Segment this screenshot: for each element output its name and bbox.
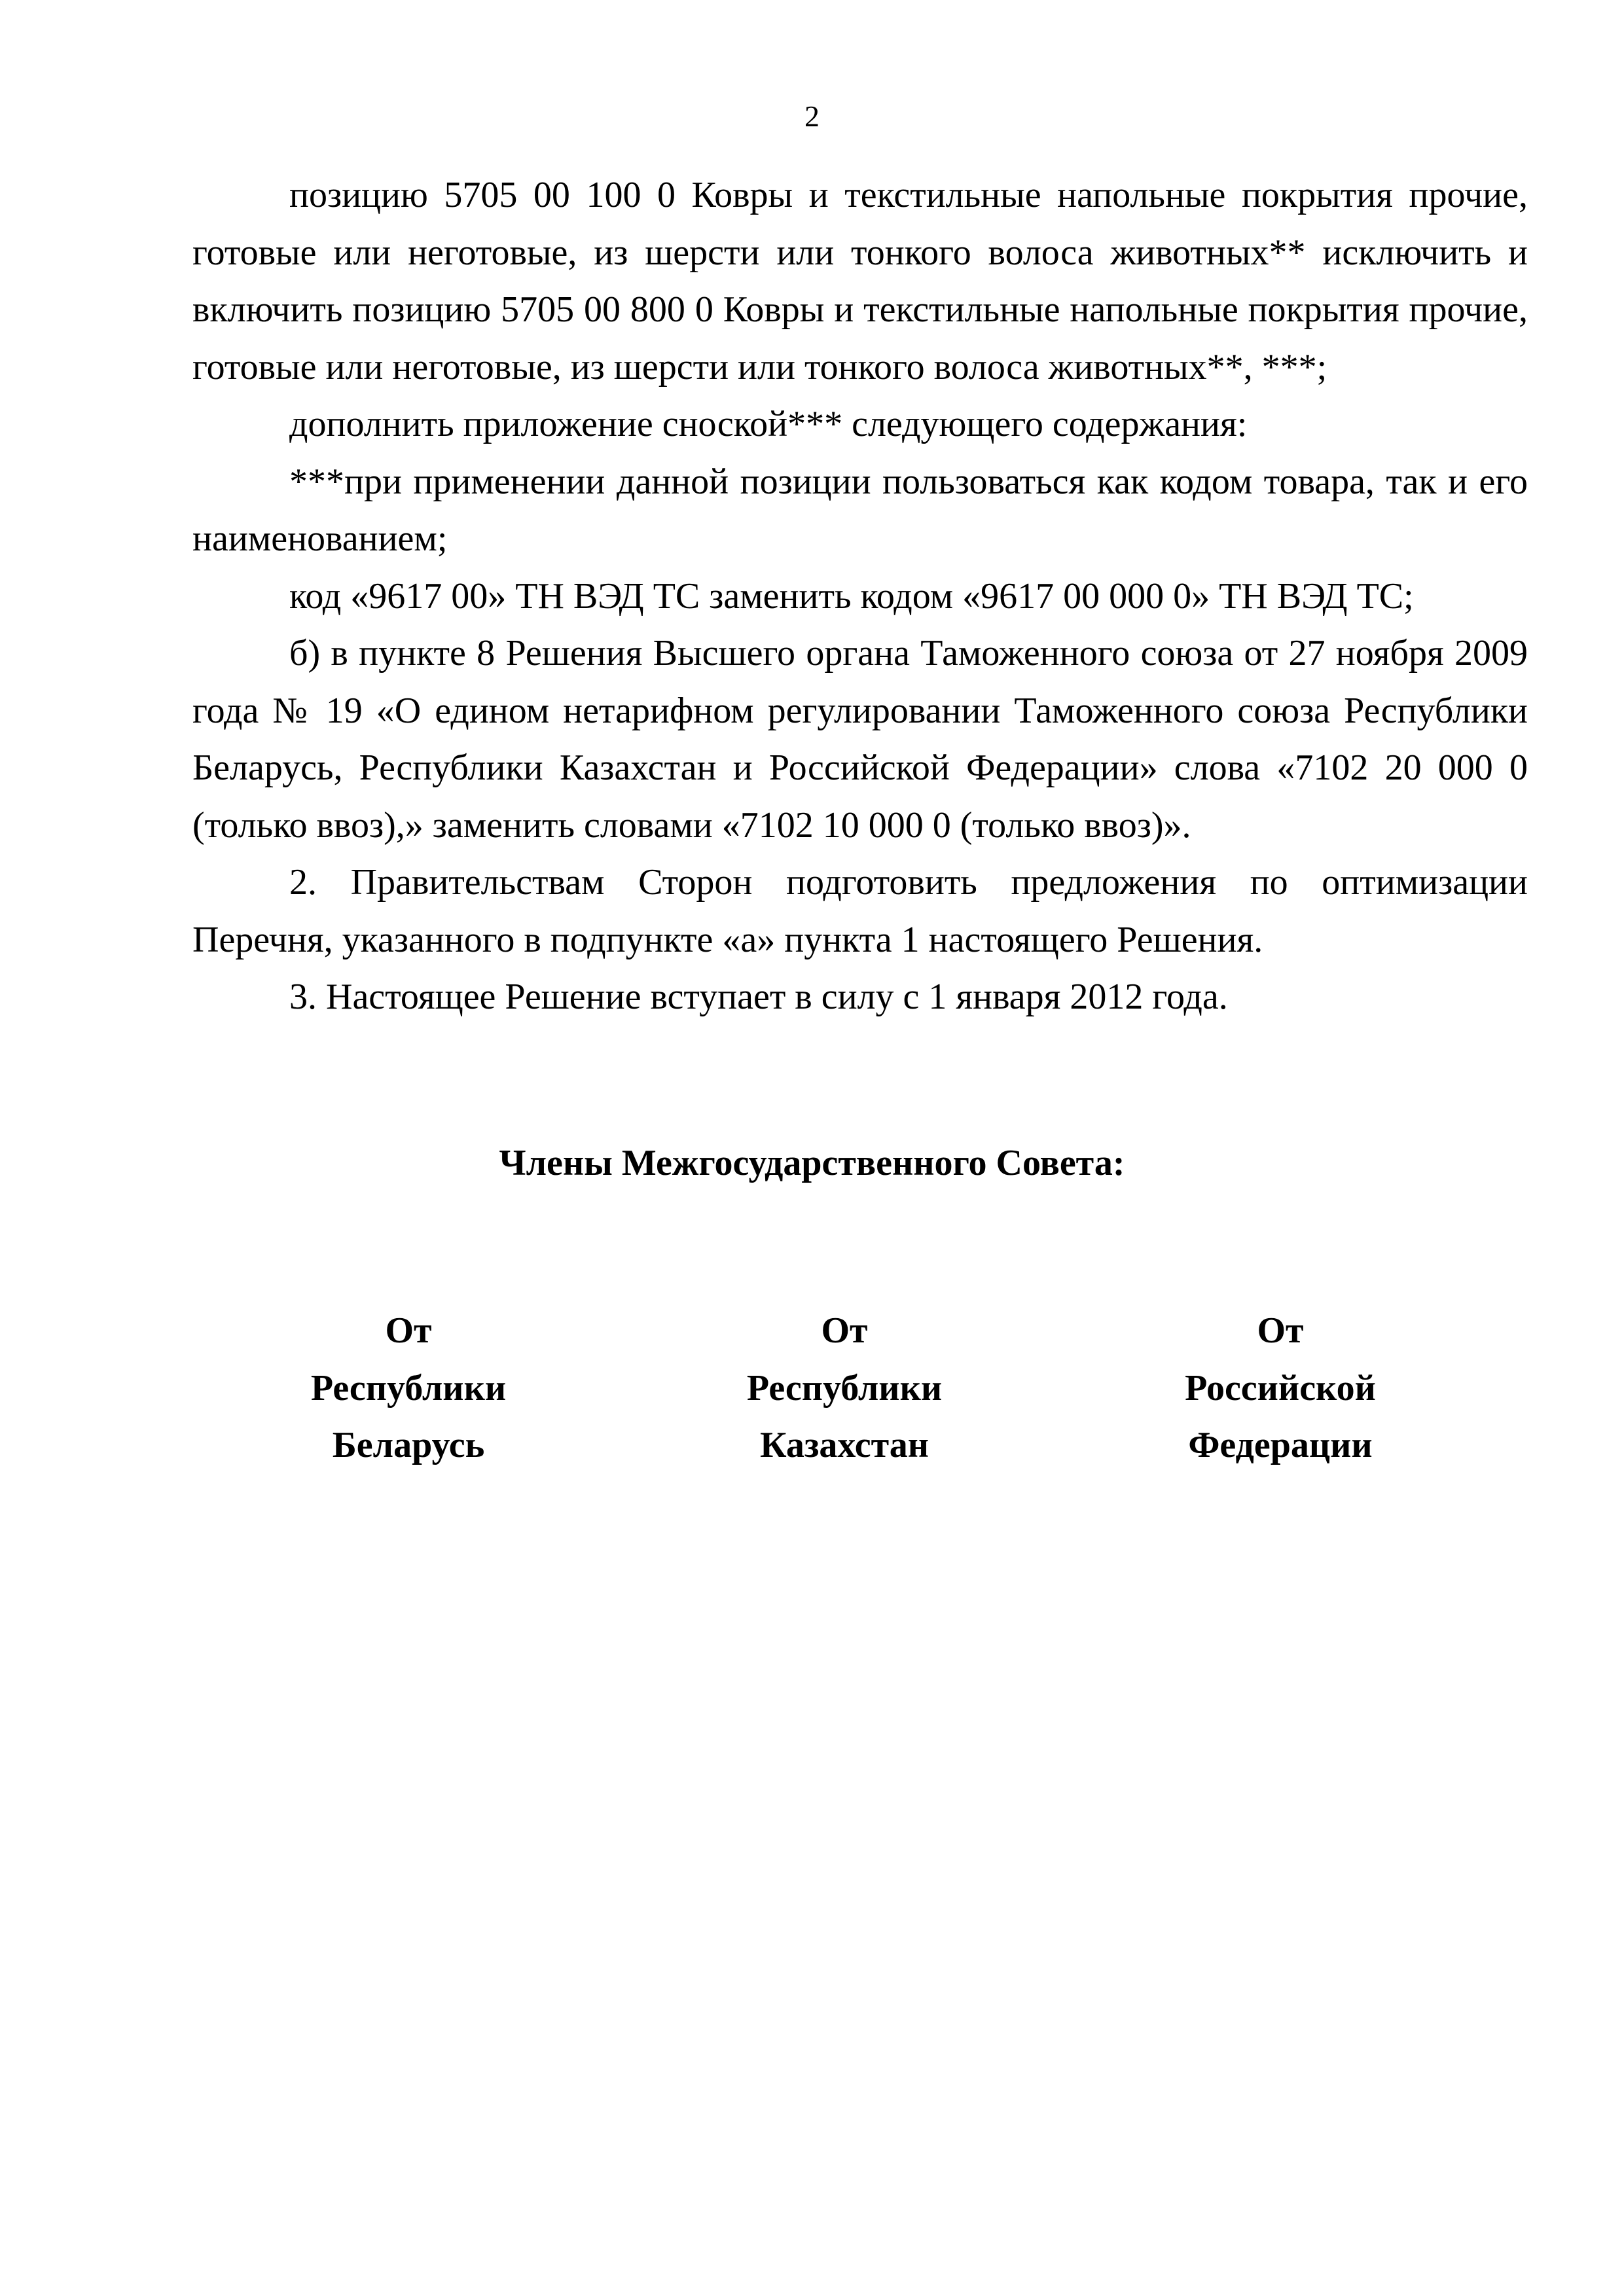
paragraph-code-replacement: код «9617 00» ТН ВЭД ТС заменить кодом «9617 00 000 0» ТН ВЭД ТС;	[289, 575, 1414, 617]
signatory-kazakhstan	[648, 1302, 1041, 1475]
document-body	[192, 167, 1528, 1026]
signatory-line: От	[1257, 1310, 1304, 1351]
signatory-line: Федерации	[1188, 1425, 1373, 1465]
signatory-line: От	[821, 1310, 868, 1351]
members-title: Члены Межгосударственного Совета:	[499, 1143, 1125, 1183]
signatory-belarus	[212, 1302, 605, 1475]
paragraph-footnote-text: ***при применении данной позиции пользоваться как кодом товара, так и его наименованием;	[192, 461, 1528, 559]
paragraph-point-2: 2. Правительствам Сторон подготовить предложения по оптимизации Перечня, указанного в подпункте «а» пункта 1 настоящего Решения.	[192, 862, 1528, 960]
signatory-russia	[1084, 1302, 1477, 1475]
page-number: 2	[804, 99, 820, 133]
paragraph-footnote-addition: дополнить приложение сноской*** следующего содержания:	[289, 404, 1248, 444]
signatory-line: Российской	[1185, 1367, 1376, 1408]
paragraph-point-3: 3. Настоящее Решение вступает в силу с 1 января 2012 года.	[289, 977, 1228, 1017]
signatories-block	[0, 1302, 1624, 1486]
signatory-line: Республики	[310, 1367, 507, 1408]
signatory-line: Беларусь	[332, 1425, 485, 1465]
paragraph-carpets-position: позицию 5705 00 100 0 Ковры и текстильные напольные покрытия прочие, готовые или неготовые, из шерсти или тонкого волоса животных** исключить и включить позицию 5705 00 800 0 Ковры и текстильные напольные покрытия прочие, готовые или неготовые, из шерсти или тонкого волоса животных**, ***;	[192, 175, 1528, 387]
signatory-line: Республики	[746, 1367, 943, 1408]
signatory-line: Казахстан	[759, 1425, 929, 1465]
paragraph-point-b: б) в пункте 8 Решения Высшего органа Таможенного союза от 27 ноября 2009 года № 19 «О едином нетарифном регулировании Таможенного союза Республики Беларусь, Республики Казахстан и Российской Федерации» слова «7102 20 000 0 (только ввоз),» заменить словами «7102 10 000 0 (только ввоз)».	[192, 633, 1528, 846]
signatory-line: От	[385, 1310, 432, 1351]
